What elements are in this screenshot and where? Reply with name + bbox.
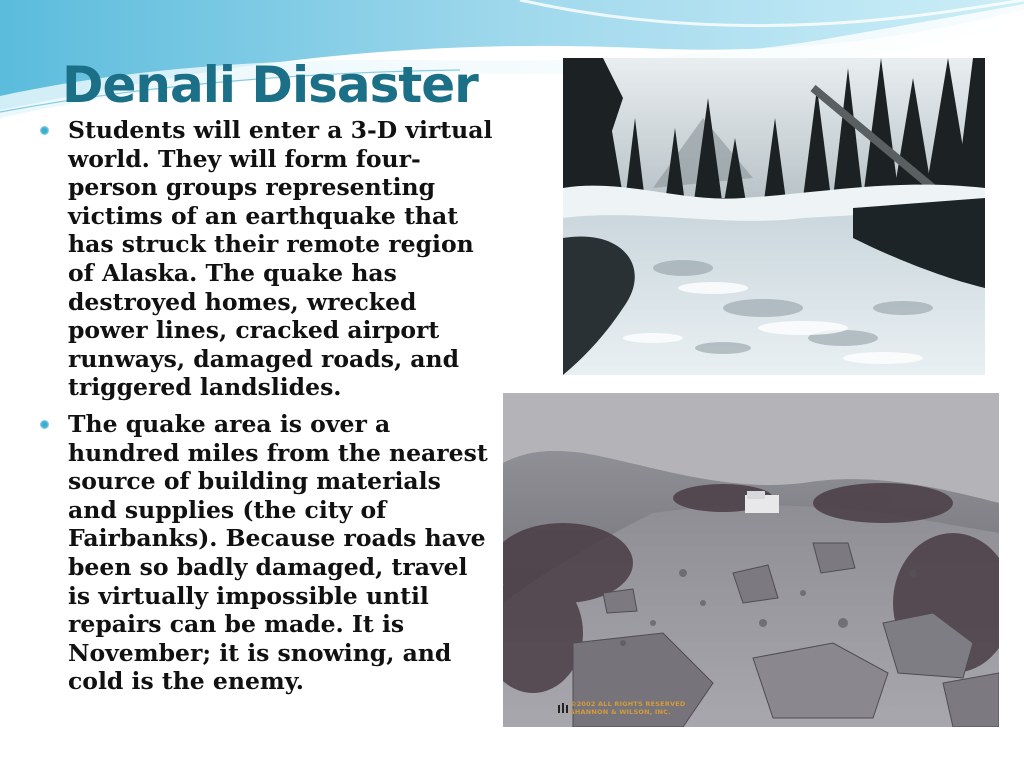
bullet-text: The quake area is over a hundred miles from the nearest source of building materials and supplies (the city of Fairbanks). Because roads have been so badly damaged, travel is virtually impossible until repairs can be made. It is November; it is snowing, and cold is the enemy.	[68, 409, 488, 696]
bullet-list	[36, 116, 496, 704]
photo-watermark: ©2002 ALL RIGHTS RESERVED SHANNON & WILSON, INC.	[570, 700, 686, 716]
bullet-icon	[40, 420, 49, 429]
watermark-logo-icon	[558, 703, 570, 713]
bullet-item	[36, 410, 496, 696]
rockslide-photo	[503, 393, 999, 727]
bullet-item	[36, 116, 496, 402]
slide-title: Denali Disaster	[62, 56, 478, 114]
bullet-icon	[40, 126, 49, 135]
bullet-text: Students will enter a 3-D virtual world. They will form four-person groups representing victims of an earthquake that has struck their remote region of Alaska. The quake has destroyed homes, wrecked power lines, cracked airport runways, damaged roads, and triggered landslides.	[68, 116, 493, 402]
river-photo	[563, 58, 985, 375]
